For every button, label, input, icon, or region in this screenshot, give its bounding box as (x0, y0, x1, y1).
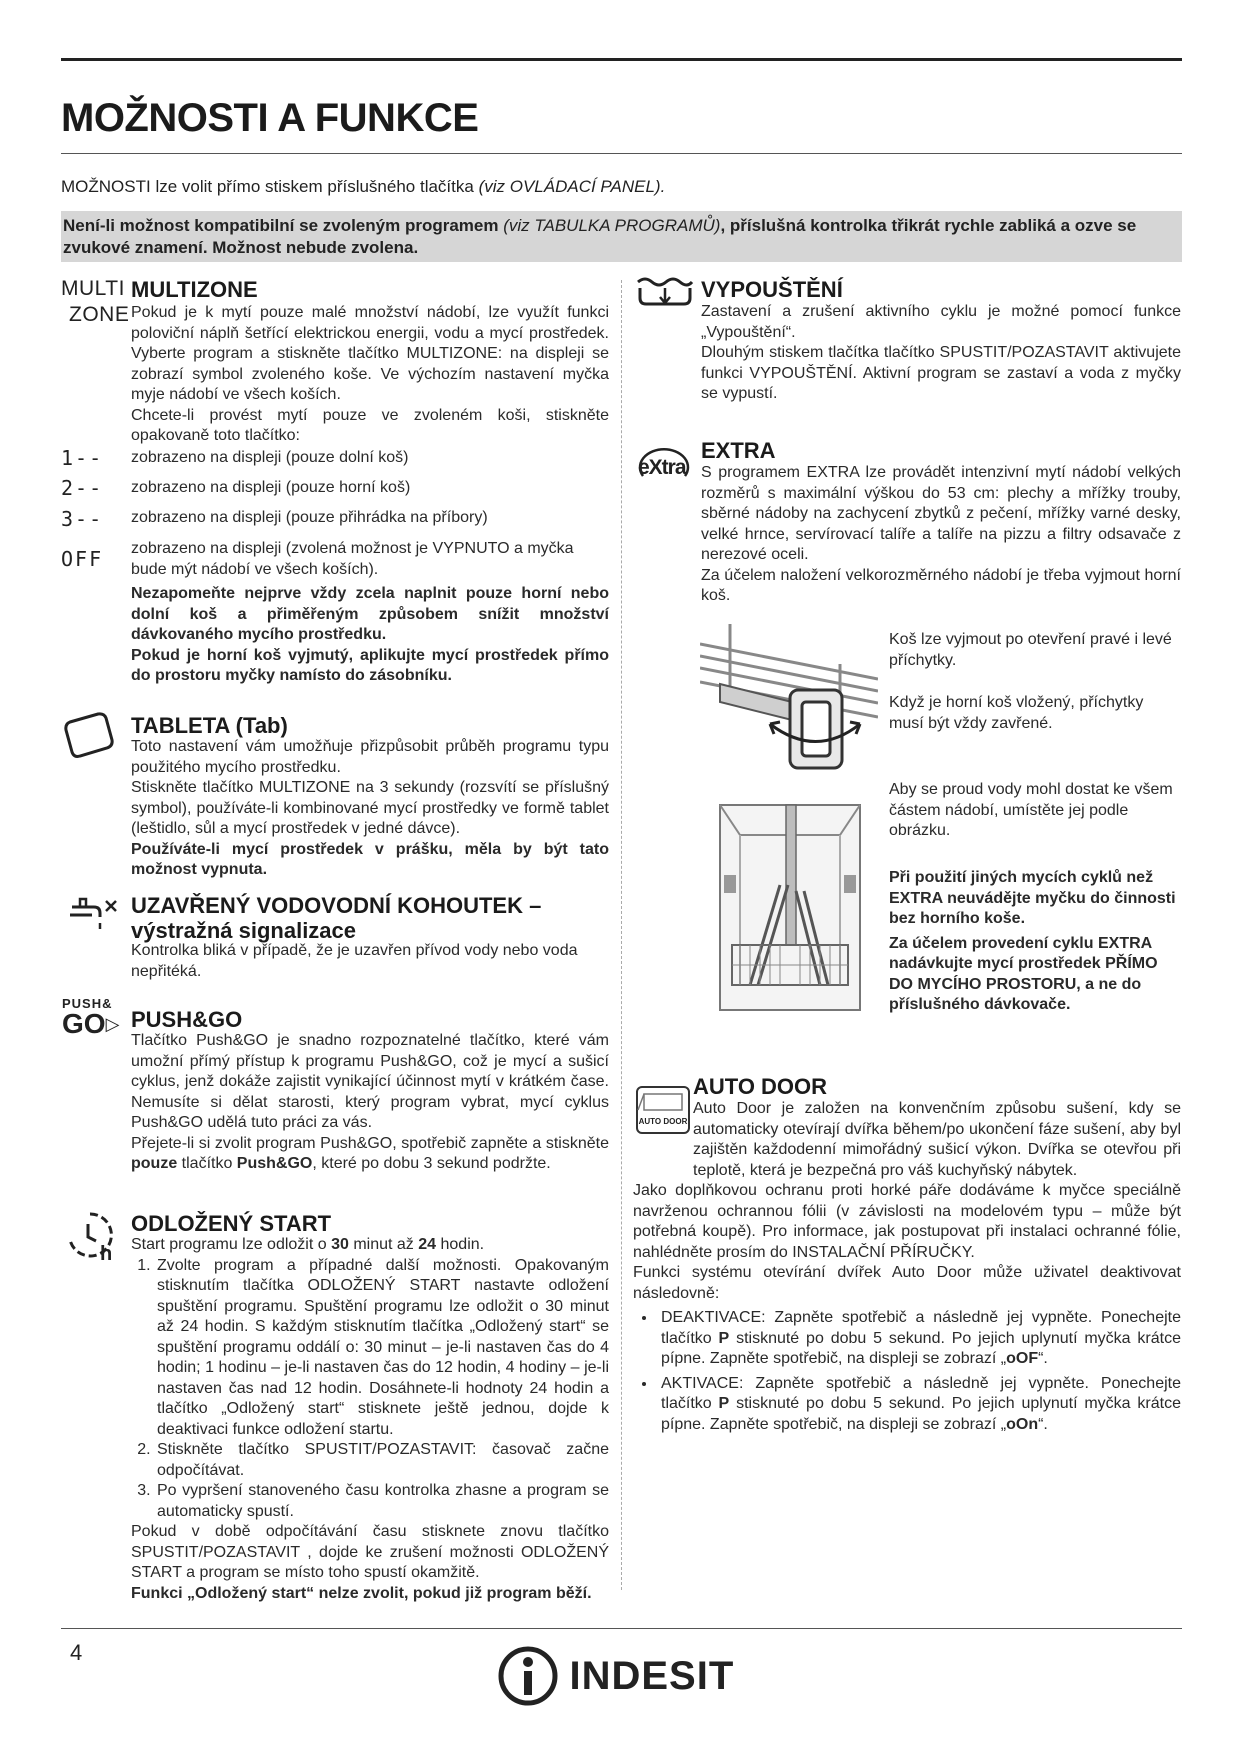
auto-door-icon (634, 1084, 692, 1141)
auto-door-title: AUTO DOOR (693, 1074, 828, 1099)
delay-title: ODLOŽENÝ START (131, 1211, 332, 1236)
brand-name: INDESIT (569, 1653, 735, 1698)
list-item: 3. Po vypršení stanoveného času kontrolka zhasne a program se automaticky spustí. (155, 1481, 609, 1522)
top-rule (61, 58, 1182, 61)
auto-door-body-2: Jako doplňkovou ochranu proti horké páře dodáváme k myčce speciálně navrženou ochrannou fólii (v závislosti na modelovém typu – může být potřebná koupě). Pro informace, jak postupovat při instalaci ochranné fólie, nahlédněte prosím do INSTALAČNÍ PŘÍRUČKY. Funkci systému otevírání dvířek Auto Door může uživatel deaktivovat následovně: • DEAKTIVACE: Zapněte spotřebič a následně jej vypněte. Ponechejte tlačítko P stisknuté po dobu 5 sekund. Po jejich uplynutí myčka krátce pípne. Zapněte spotřebič, na displeji se zobrazí „oOF“. • AKTIVACE: Zapněte spotřebič a následně jej vypněte. Ponechejte tlačítko P stisknuté po dobu 5 sekund. Po jejich uplynutí myčka krátce pípne. Zapněte spotřebič, na displeji se zobrazí „oOn“. (633, 1181, 1181, 1435)
multizone-icon: MULTI ZONE (61, 277, 130, 326)
extra-body: S programem EXTRA lze provádět intenzivní mytí nádobí velkých rozměrů s maximální výškou do 53 cm: plechy a mřížky trouby, sběrné nádoby na zachycení zbytků z pečení, mřížky varné desky, velké hrnce, servírovací talíře a talíře na pizzu a filtry odsavače z nerezové oceli. Za účelem naložení velkorozměrného nádobí je třeba vyjmout horní koš. (701, 464, 1181, 604)
extra-title: EXTRA (701, 438, 776, 463)
water-tap-icon (64, 893, 118, 944)
warning-box: Není-li možnost kompatibilní se zvoleným programem (viz TABULKA PROGRAMŮ), příslušná kontrolka třikrát rychle zabliká a ozve se zvukové znamení. Možnost nebude zvolena. (61, 211, 1182, 262)
multizone-notes: Nezapomeňte nejprve vždy zcela naplnit pouze horní nebo dolní koš a přiměřeným způsobem snížit množství dávkovaného mycího prostředku. Pokud je horní koš vyjmutý, aplikujte mycí prostředek přímo do prostoru myčky namísto do zásobníku. (131, 585, 609, 684)
multizone-title: MULTIZONE (131, 277, 258, 302)
title-rule (61, 153, 1182, 154)
column-divider (621, 280, 622, 1590)
clock-delay-icon (64, 1210, 116, 1269)
intro-text: MOŽNOSTI lze volit přímo stiskem příslušného tlačítka (viz OVLÁDACÍ PANEL). (61, 177, 666, 196)
list-item: • AKTIVACE: Zapněte spotřebič a následně jej vypněte. Ponechejte tlačítko P stisknuté po dobu 5 sekund. Po jejich uplynutí myčka krátce pípne. Zapněte spotřebič, na displeji se zobrazí „oOn“. (657, 1374, 1181, 1436)
tap-body: Kontrolka bliká v případě, že je uzavřen přívod vody nebo voda nepřitéká. (131, 942, 578, 980)
extra-note-1: Koš lze vyjmout po otevření pravé i levé příchytky. (889, 631, 1172, 669)
display-text: zobrazeno na displeji (pouze horní koš) (131, 479, 411, 496)
extra-note-2: Když je horní koš vložený, příchytky musí být vždy zavřené. (889, 694, 1144, 732)
display-code: OFF (61, 547, 104, 571)
display-text: zobrazeno na displeji (pouze přihrádka na příbory) (131, 509, 488, 526)
pushgo-title: PUSH&GO (131, 1007, 243, 1032)
display-code: 2-- (61, 476, 104, 500)
brand-logo-icon (497, 1645, 559, 1707)
extra-icon: eXtra (633, 446, 693, 490)
drain-title: VYPOUŠTĚNÍ (701, 277, 843, 302)
delay-steps (131, 1256, 609, 1523)
auto-door-icon-label: AUTO DOOR (638, 1117, 688, 1126)
list-item: 2. Stiskněte tlačítko SPUSTIT/POZASTAVIT: časovač začne odpočítávat. (155, 1440, 609, 1481)
basket-clip-illustration (700, 624, 878, 779)
dishwasher-interior-illustration (710, 795, 870, 1025)
display-code: 1-- (61, 446, 104, 470)
tableta-title: TABLETA (Tab) (131, 713, 288, 738)
brand-logo (497, 1645, 734, 1707)
drain-icon (635, 276, 695, 315)
delay-body: Start programu lze odložit o 30 minut až 24 hodin. 1. Zvolte program a případné další možnosti. Opakovaným stisknutím tlačítka ODLOŽENÝ START nastavte odložení spuštění programu. Spuštění programu lze odložit o 30 minut až 24 hodin. S každým stisknutím tlačítka „Odložený start“ se spuštění programu oddálí o: 30 minut – je-li nastaven čas do 4 hodin; 1 hodinu – je-li nastaven čas do 12 hodin, 4 hodiny – je-li nastaven čas nad 12 hodin. Dosáhnete-li hodnoty 24 hodin a tlačítko „Odložený start“ stisknete ještě jednou, dojde k deaktivaci funkce odložení startu. 2. Stiskněte tlačítko SPUSTIT/POZASTAVIT: časovač začne odpočítávat. 3. Po vypršení stanoveného času kontrolka zhasne a program se automaticky spustí. Pokud v době odpočítávání času stisknete znovu tlačítko SPUSTIT/POZASTAVIT , dojde ke zrušení možnosti ODLOŽENÝ START a program se místo toho spustí okamžitě. Funkci „Odložený start“ nelze zvolit, pokud již program běží. (131, 1235, 609, 1604)
list-item: 1. Zvolte program a případné další možnosti. Opakovaným stisknutím tlačítka ODLOŽENÝ START nastavte odložení spuštění programu. Spuštění programu lze odložit o 30 minut až 24 hodin. S každým stisknutím tlačítka „Odložený start“ se spuštění programu oddálí o: 30 minut – je-li nastaven čas do 4 hodin; 1 hodinu – je-li nastaven čas do 12 hodin, 4 hodiny – je-li nastaven čas nad 12 hodin. Dosáhnete-li hodnoty 24 hodin a tlačítko „Odložený start“ stisknete ještě jednou, dojde k deaktivaci funkce odložení startu. (155, 1256, 609, 1441)
tablet-icon (64, 712, 116, 765)
display-text: zobrazeno na displeji (zvolená možnost je VYPNUTO a myčka bude mýt nádobí ve všech koších). (131, 540, 574, 578)
list-item: • DEAKTIVACE: Zapněte spotřebič a následně jej vypněte. Ponechejte tlačítko P stisknuté po dobu 5 sekund. Po jejich uplynutí myčka krátce pípne. Zapněte spotřebič, na displeji se zobrazí „oOF“. (657, 1308, 1181, 1370)
drain-body: Zastavení a zrušení aktivního cyklu je možné pomocí funkce „Vypouštění“. Dlouhým stiskem tlačítka tlačítko SPUSTIT/POZASTAVIT aktivujete funkci VYPOUŠTĚNÍ. Aktivní program se zastaví a voda z myčky se vypustí. (701, 303, 1181, 402)
tap-title: UZAVŘENÝ VODOVODNÍ KOHOUTEK – výstražná signalizace (131, 893, 542, 943)
pushgo-icon: PUSH& GO▷ (62, 996, 120, 1039)
extra-note-3: Aby se proud vody mohl dostat ke všem částem nádobí, umístěte jej podle obrázku. (889, 781, 1173, 839)
tableta-body: Toto nastavení vám umožňuje přizpůsobit průběh programu typu použitého mycího prostředku. Stiskněte tlačítko MULTIZONE na 3 sekundy (rozsvítí se příslušný symbol), používáte-li kombinované mycí prostředky ve formě tablet (leštidlo, sůl a mycí prostředek v jedné dávce). Používáte-li mycí prostředek v prášku, měla by být tato možnost vypnuta. (131, 738, 609, 878)
page-title: MOŽNOSTI A FUNKCE (61, 96, 479, 140)
page-number: 4 (70, 1640, 83, 1665)
footer-rule (61, 1628, 1182, 1629)
pushgo-body: Tlačítko Push&GO je snadno rozpoznatelné tlačítko, které vám umožní přímý přístup k programu Push&GO, což je mycí a sušicí cyklus, jenž dokáže zajistit vynikající účinnost mytí v krátkém čase. Nemusíte si dělat starosti, který program vybrat, mycí cyklus Push&GO udělá tuto práci za vás. Přejete-li si zvolit program Push&GO, spotřebič zapněte a stiskněte pouze tlačítko Push&GO, které po dobu 3 sekund podržte. (131, 1032, 609, 1172)
display-text: zobrazeno na displeji (pouze dolní koš) (131, 449, 409, 466)
svg-text:h: h (100, 1243, 113, 1264)
multizone-body: Pokud je k mytí pouze malé množství nádobí, lze využít funkci poloviční náplň šetřící elektrickou energii, vodu a mycí prostředek. Vyberte program a stiskněte tlačítko MULTIZONE: na displeji se zobrazí symbol zvoleného koše. Ve výchozím nastavení myčka myje nádobí ve všech koších. Chcete-li provést mytí pouze ve zvoleném koši, stiskněte opakovaně toto tlačítko: (131, 304, 609, 444)
auto-door-body: Auto Door je založen na konvenčním způsobu sušení, kdy se automaticky otevírají dvířka během/po ukončení fáze sušení, aby byl zajištěn každodenní mimořádný sušicí výkon. Dvířka se otevřou při teplotě, která je bezpečná pro váš kuchyňský nábytek. (693, 1100, 1181, 1179)
extra-warning: Při použití jiných mycích cyklů než EXTRA neuvádějte myčku do činnosti bez horního koše. Za účelem provedení cyklu EXTRA nadávkujte mycí prostředek PŘÍMO DO MYCÍHO PROSTORU, a ne do příslušného dávkovače. (889, 869, 1176, 1013)
display-code: 3-- (61, 507, 104, 531)
